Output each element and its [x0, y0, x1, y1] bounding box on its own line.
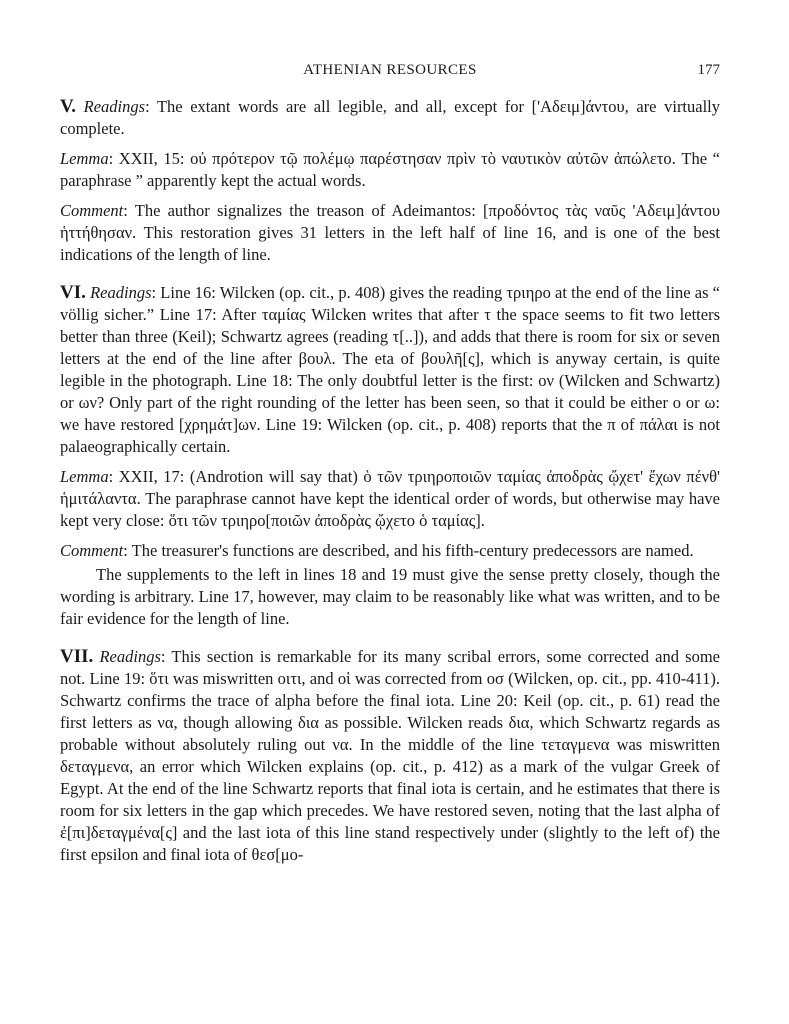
paragraph-label: Comment [60, 201, 124, 220]
page-header [60, 62, 720, 82]
section-number: VI. [60, 282, 86, 303]
section-vi-comment-continued [60, 564, 720, 630]
paragraph-label: Lemma [60, 467, 109, 486]
paragraph-label: Readings [83, 97, 146, 116]
section-v-readings [60, 96, 720, 140]
paragraph-text: The supplements to the left in lines 18 and 19 must give the sense pretty closely, though the wording is arbitrary. Line 17, however, may claim to be reasonably like what was written, and to be fair evidence for the length of line. [60, 565, 720, 628]
paragraph-text: : Line 16: Wilcken (op. cit., p. 408) gives the reading τριηρο at the end of the line as “ völlig sicher.” Line 17: After ταμίας Wilcken writes that after τ the space seems to fit two letters better than three (Keil); Schwartz agrees (reading τ[..]), and adds that there is room for six or seven letters at the end of the line after βουλ. The eta of βουλῆ[ς], which is anyway certain, is quite legible in the photograph. Line 18: The only doubtful letter is the first: ον (Wilcken and Schwartz) or ων? Only part of the right rounding of the letter has been seen, so that it could be either ο or ω: we have restored [χρημάτ]ων. Line 19: Wilcken (op. cit., p. 408) reports that the π of πάλαι is not palaeographically certain. [60, 283, 721, 456]
paragraph-text: : The author signalizes the treason of Adeimantos: [προδόντος τὰς ναῦς 'Αδειμ]άντου ἡττήθησαν. This restoration gives 31 letters in the left half of line 16, and is one of the best indications of the length of line. [60, 201, 720, 264]
paragraph-text: : The treasurer's functions are described, and his fifth-century predecessors are named. [123, 541, 694, 560]
section-vii-readings [60, 646, 720, 866]
paragraph-label: Readings [90, 283, 152, 302]
page-number: 177 [697, 62, 720, 78]
paragraph-label: Readings [99, 647, 161, 666]
section-vi-lemma [60, 466, 720, 532]
paragraph-text: : The extant words are all legible, and all, except for ['Αδειμ]άντου, are virtually complete. [60, 97, 721, 138]
section-number: VII. [60, 646, 94, 667]
section-v-comment [60, 200, 720, 266]
running-head: ATHENIAN RESOURCES [303, 62, 477, 78]
section-number: V. [60, 96, 77, 117]
paragraph-label: Lemma [60, 149, 109, 168]
paragraph-label: Comment [60, 541, 124, 560]
section-vi-readings [60, 282, 720, 458]
paragraph-text: : XXII, 17: (Androtion will say that) ὁ τῶν τριηροποιῶν ταμίας ἀποδρὰς ᾤχετ' ἔχων πένθ' ἡμιτάλαντα. The paraphrase cannot have kept the identical order of words, but otherwise may have kept very close: ὅτι τῶν τριηρο[ποιῶν ἀποδρὰς ᾤχετο ὁ ταμίας]. [60, 467, 720, 530]
paragraph-text: : XXII, 15: οὐ πρότερον τῷ πολέμῳ παρέστησαν πρὶν τὸ ναυτικὸν αὐτῶν ἀπώλετο. The “ paraphrase ” apparently kept the actual words. [60, 149, 720, 190]
paragraph-text: : This section is remarkable for its many scribal errors, some corrected and some not. Line 19: ὅτι was miswritten οιτι, and οἱ was corrected from οσ (Wilcken, op. cit., pp. 410-411). Schwartz confirms the trace of alpha before the final iota. Line 20: Keil (op. cit., p. 61) read the first letters as να, though allowing δια as possible. Wilcken reads δια, which Schwartz regards as probable without absolutely ruling out να. In the middle of the line τεταγμενα was miswritten δεταγμενα, an error which Wilcken explains (op. cit., p. 412) as a mark of the vulgar Greek of Egypt. At the end of the line Schwartz reports that final iota is certain, and he estimates that there is room for six letters in the gap which precedes. We have restored seven, noting that the last alpha of ἐ[πι]δεταγμένα[ς] and the last iota of this line stand respectively under (slightly to the left of) the first epsilon and final iota of θεσ[μο- [60, 647, 721, 864]
section-v-lemma [60, 148, 720, 192]
page-body [60, 96, 720, 874]
section-vi-comment [60, 540, 720, 562]
